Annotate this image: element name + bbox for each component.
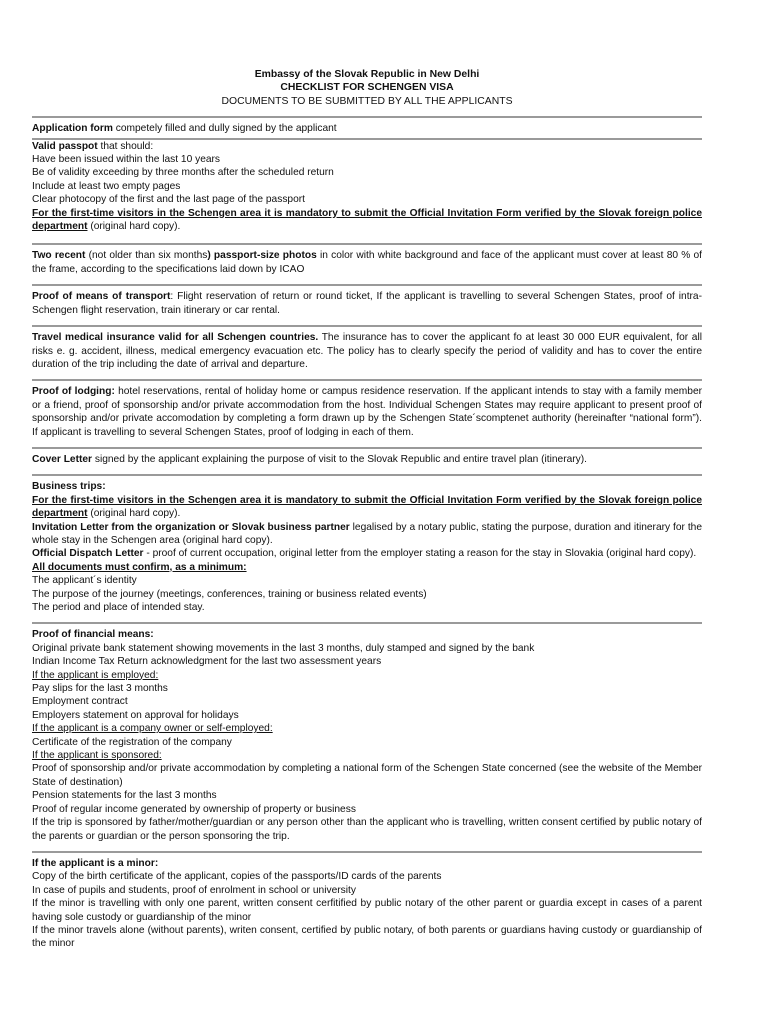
lodging-text: hotel reservations, rental of holiday home or campus residence reservation. If the applicant intends to stay with a family member or a friend, proof of sponsorship and/or private accommodation from the host. Individual Schengen States may require applicant to present proof of sponsorship and/or private accomodation by completing a form drawn up by the Schengen State´scomptenet authority (hereinafter “national form”). If applicant is travelling to several Schengen States, proof of lodging in each of them. bbox=[32, 386, 703, 438]
first-time-notice-text: For the first-time visitors in the Schengen area it is mandatory to submit the Official Invitation Form verified by the Slovak foreign police department bbox=[32, 207, 702, 233]
list-item: If the minor travels alone (without parents), writen consent, certified by public notary, of both parents or guardians having custody or guardianship of the minor bbox=[32, 924, 702, 950]
list-item: Pay slips for the last 3 months bbox=[32, 683, 168, 695]
sponsored-title: If the applicant is sponsored: bbox=[32, 750, 162, 762]
cover-letter-paragraph bbox=[32, 453, 702, 466]
dispatch-letter-label: Official Dispatch Letter bbox=[32, 548, 144, 560]
divider bbox=[32, 851, 702, 853]
passport-label: Valid passpot bbox=[32, 140, 98, 152]
checklist-title: CHECKLIST FOR SCHENGEN VISA bbox=[280, 82, 454, 94]
list-item: Certificate of the registration of the company bbox=[32, 736, 232, 748]
financial-title bbox=[32, 628, 702, 641]
dispatch-letter bbox=[32, 547, 702, 560]
list-item: The purpose of the journey (meetings, conferences, training or business related events) bbox=[32, 588, 427, 600]
employed-title: If the applicant is employed: bbox=[32, 669, 159, 681]
section-minor bbox=[32, 857, 702, 951]
list-item: Pension statements for the last 3 months bbox=[32, 790, 217, 802]
photos-paragraph bbox=[32, 249, 702, 276]
section-transport bbox=[32, 290, 702, 317]
first-time-notice bbox=[32, 207, 702, 234]
list-item: Clear photocopy of the first and the last page of the passport bbox=[32, 194, 305, 206]
documents-subtitle: DOCUMENTS TO BE SUBMITTED BY ALL THE APPLICANTS bbox=[221, 95, 513, 107]
list-item: The applicant´s identity bbox=[32, 575, 137, 587]
cover-letter-text: signed by the applicant explaining the purpose of visit to the Slovak Republic and entire travel plan (itinerary). bbox=[92, 453, 587, 465]
passport-line bbox=[32, 140, 702, 153]
application-form-line bbox=[32, 122, 702, 135]
list-item: Employment contract bbox=[32, 696, 128, 708]
insurance-label: Travel medical insurance valid for all Schengen countries. bbox=[32, 332, 319, 344]
application-form-label: Application form bbox=[32, 123, 113, 135]
application-form-text: competely filled and dully signed by the applicant bbox=[112, 123, 337, 135]
photos-label-2: ) passport-size photos bbox=[207, 250, 317, 262]
dispatch-letter-text: - proof of current occupation, original letter from the employer stating a reason for the stay in Slovakia (original hard copy). bbox=[143, 548, 697, 560]
list-item: If the minor is travelling with only one parent, written consent cerfitified by public notary of the other parent or guardia except in cases of a parent having sole custody or guardianship of the minor bbox=[32, 898, 702, 923]
business-notice-suffix: (original hard copy). bbox=[87, 508, 181, 520]
section-insurance bbox=[32, 331, 702, 371]
transport-label: Proof of means of transport bbox=[32, 291, 171, 303]
photos-text: in color with white background and face of the applicant must cover at least 80 % of the frame, according to the specifications laid down by ICAO bbox=[32, 250, 702, 275]
section-business-trips bbox=[32, 480, 702, 614]
list-item: Proof of regular income generated by ownership of property or business bbox=[32, 803, 356, 815]
divider bbox=[32, 379, 702, 381]
photos-mid: (not older than six months bbox=[85, 250, 208, 262]
list-item: In case of pupils and students, proof of enrolment in school or university bbox=[32, 884, 356, 896]
divider bbox=[32, 116, 702, 118]
divider bbox=[32, 622, 702, 624]
invitation-letter-label: Invitation Letter from the organization or Slovak business partner bbox=[32, 521, 350, 533]
document-header bbox=[32, 68, 702, 108]
minor-title bbox=[32, 857, 702, 870]
insurance-paragraph bbox=[32, 331, 702, 371]
list-item: Original private bank statement showing movements in the last 3 months, duly stamped and signed by the bank bbox=[32, 642, 535, 654]
photos-label: Two recent bbox=[32, 250, 86, 262]
section-photos bbox=[32, 249, 702, 276]
invitation-letter bbox=[32, 521, 702, 548]
business-notice bbox=[32, 494, 702, 521]
document-page bbox=[32, 0, 702, 951]
list-item: Be of validity exceeding by three months after the scheduled return bbox=[32, 167, 334, 179]
minor-title-text: If the applicant is a minor: bbox=[32, 857, 159, 869]
list-item: Copy of the birth certificate of the applicant, copies of the passports/ID cards of the parents bbox=[32, 871, 442, 883]
divider bbox=[32, 284, 702, 286]
list-item: Have been issued within the last 10 years bbox=[32, 154, 221, 166]
insurance-text: The insurance has to cover the applicant fo at least 30 000 EUR equivalent, for all risks e. g. accident, illness, medical emergency evacuation etc. The policy has to clearly specify the period of validity and has to cover the entire duration of the trip including the date of arrival and departure. bbox=[32, 332, 703, 370]
transport-text: : Flight reservation of return or round ticket, If the applicant is travelling to several Schengen States, proof of intra-Schengen flight reservation, train itinerary or car rental. bbox=[32, 291, 702, 316]
first-time-notice-suffix: (original hard copy). bbox=[87, 221, 181, 233]
financial-title-text: Proof of financial means: bbox=[32, 629, 154, 641]
list-item: Include at least two empty pages bbox=[32, 180, 181, 192]
section-financial bbox=[32, 628, 702, 843]
embassy-title: Embassy of the Slovak Republic in New Delhi bbox=[254, 69, 480, 80]
section-cover-letter bbox=[32, 453, 702, 466]
business-notice-text: For the first-time visitors in the Schengen area it is mandatory to submit the Official Invitation Form verified by the Slovak foreign police department bbox=[32, 494, 702, 520]
owner-title: If the applicant is a company owner or self-employed: bbox=[32, 723, 273, 735]
list-item: Indian Income Tax Return acknowledgment for the last two assessment years bbox=[32, 656, 382, 668]
divider bbox=[32, 325, 702, 327]
list-item: The period and place of intended stay. bbox=[32, 602, 205, 613]
cover-letter-label: Cover Letter bbox=[32, 453, 93, 465]
section-application-passport bbox=[32, 122, 702, 135]
transport-paragraph bbox=[32, 290, 702, 317]
business-title-text: Business trips: bbox=[32, 481, 106, 493]
list-item: Employers statement on approval for holidays bbox=[32, 709, 239, 721]
section-lodging bbox=[32, 385, 702, 439]
list-item: Proof of sponsorship and/or private accommodation by completing a national form of the Schengen State concerned (see the website of the Member State of destination) bbox=[32, 763, 702, 788]
divider bbox=[32, 447, 702, 449]
invitation-letter-text: legalised by a notary public, stating the purpose, duration and itinerary for the whole stay in the Schengen area (original hard copy). bbox=[32, 521, 702, 546]
lodging-label: Proof of lodging: bbox=[32, 386, 115, 398]
passport-text: that should: bbox=[97, 140, 154, 152]
confirm-title bbox=[32, 561, 702, 574]
divider bbox=[32, 243, 702, 245]
confirm-title-text: All documents must confirm, as a minimum: bbox=[32, 561, 247, 573]
lodging-paragraph bbox=[32, 385, 702, 439]
business-title bbox=[32, 480, 702, 493]
divider bbox=[32, 474, 702, 476]
list-item: If the trip is sponsored by father/mother/guardian or any person other than the applicant who is travelling, written consent certified by public notary of the parents or guardian or the person sponsoring the trip. bbox=[32, 817, 702, 842]
section-passport bbox=[32, 140, 702, 234]
